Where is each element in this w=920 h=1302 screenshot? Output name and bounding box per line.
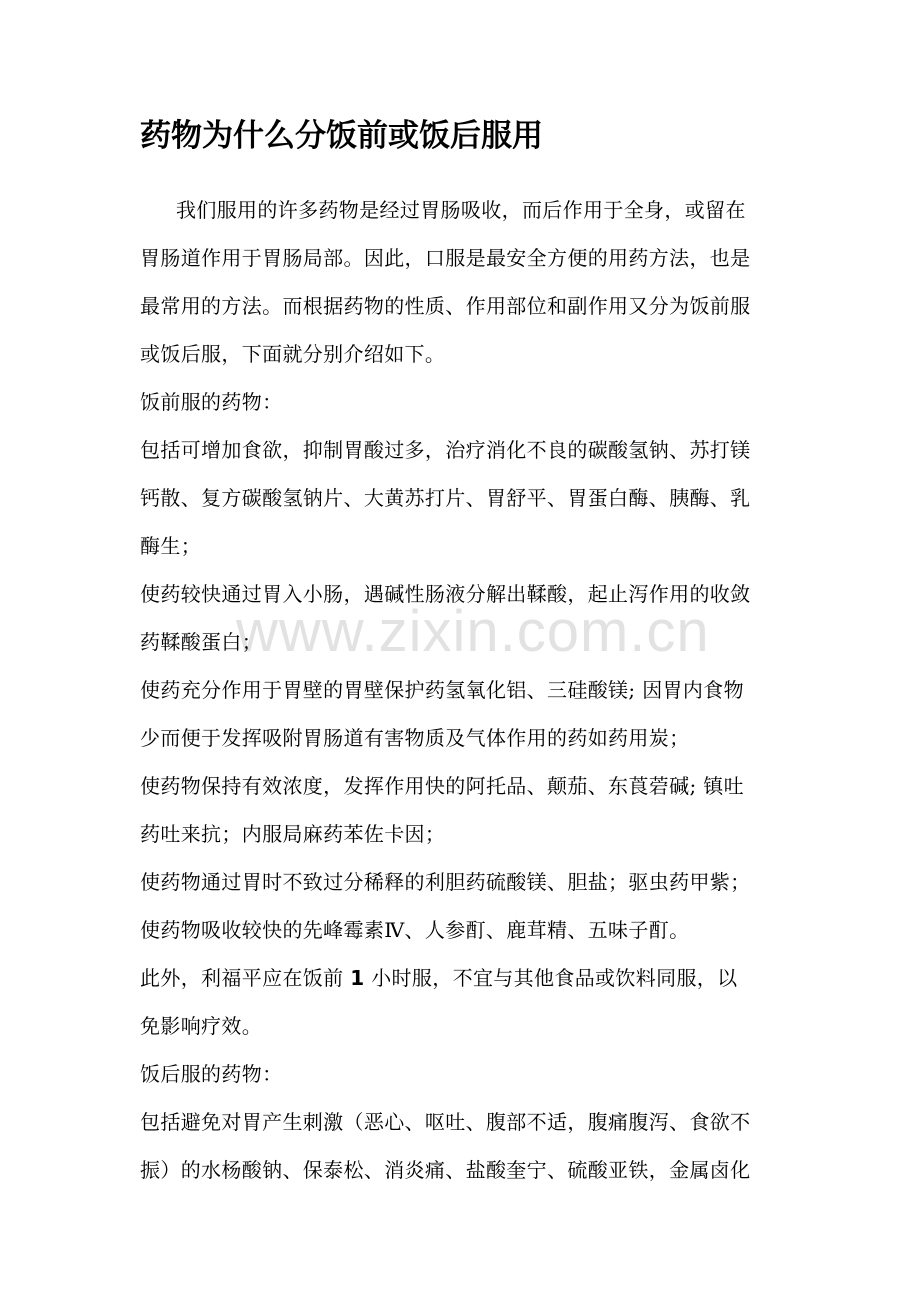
paragraph-line: 或饭后服，下面就分别介绍如下。 <box>140 342 446 366</box>
page-title: 药物为什么分饭前或饭后服用 <box>140 118 543 154</box>
rifampin-hour-number: 1 <box>350 966 365 990</box>
paragraph-line: 药鞣酸蛋白； <box>140 630 263 654</box>
paragraph-line: 使药充分作用于胃壁的胃壁保护药氢氧化铝、三硅酸镁; 因胃内食物 <box>140 678 744 702</box>
paragraph-line: 使药物保持有效浓度，发挥作用快的阿托品、颠茄、东莨菪碱; 镇吐 <box>140 774 744 798</box>
rifampin-text-before: 此外，利福平应在饭前 <box>140 966 351 990</box>
paragraph-line: 免影响疗效。 <box>140 1014 263 1038</box>
paragraph-line: 少而便于发挥吸附胃肠道有害物质及气体作用的药如药用炭； <box>140 726 690 750</box>
paragraph-line: 使药物吸收较快的先峰霉素Ⅳ、人参酊、鹿茸精、五味子酊。 <box>140 918 690 942</box>
paragraph-line: 使药较快通过胃入小肠，遇碱性肠液分解出鞣酸，起止泻作用的收敛 <box>140 582 751 606</box>
article-body <box>140 186 790 1194</box>
paragraph-line: 包括可增加食欲，抑制胃酸过多，治疗消化不良的碳酸氢钠、苏打镁 <box>140 438 751 462</box>
paragraph-line: 振）的水杨酸钠、保泰松、消炎痛、盐酸奎宁、硫酸亚铁，金属卤化 <box>140 1158 751 1182</box>
paragraph-line: 使药物通过胃时不致过分稀释的利胆药硫酸镁、胆盐；驱虫药甲紫； <box>140 870 751 894</box>
paragraph-line: 胃肠道作用于胃肠局部。因此，口服是最安全方便的用药方法，也是 <box>140 246 751 270</box>
rifampin-line <box>140 954 790 1002</box>
watermark-text: www.zixin.com.cn <box>236 599 710 664</box>
rifampin-text-after: 小时服，不宜与其他食品或饮料同服，以 <box>364 966 738 990</box>
paragraph-line: 酶生； <box>140 534 202 558</box>
paragraph-line: 包括避免对胃产生刺激（恶心、呕吐、腹部不适，腹痛腹泻、食欲不 <box>140 1110 751 1134</box>
paragraph-line: 钙散、复方碳酸氢钠片、大黄苏打片、胃舒平、胃蛋白酶、胰酶、乳 <box>140 486 751 510</box>
section-heading-before-meals: 饭前服的药物： <box>140 390 283 414</box>
paragraph-line: 药吐来抗；内服局麻药苯佐卡因； <box>140 822 446 846</box>
paragraph-line: 我们服用的许多药物是经过胃肠吸收，而后作用于全身，或留在 <box>176 198 746 222</box>
section-heading-after-meals: 饭后服的药物： <box>140 1062 283 1086</box>
paragraph-line: 最常用的方法。而根据药物的性质、作用部位和副作用又分为饭前服 <box>140 294 751 318</box>
